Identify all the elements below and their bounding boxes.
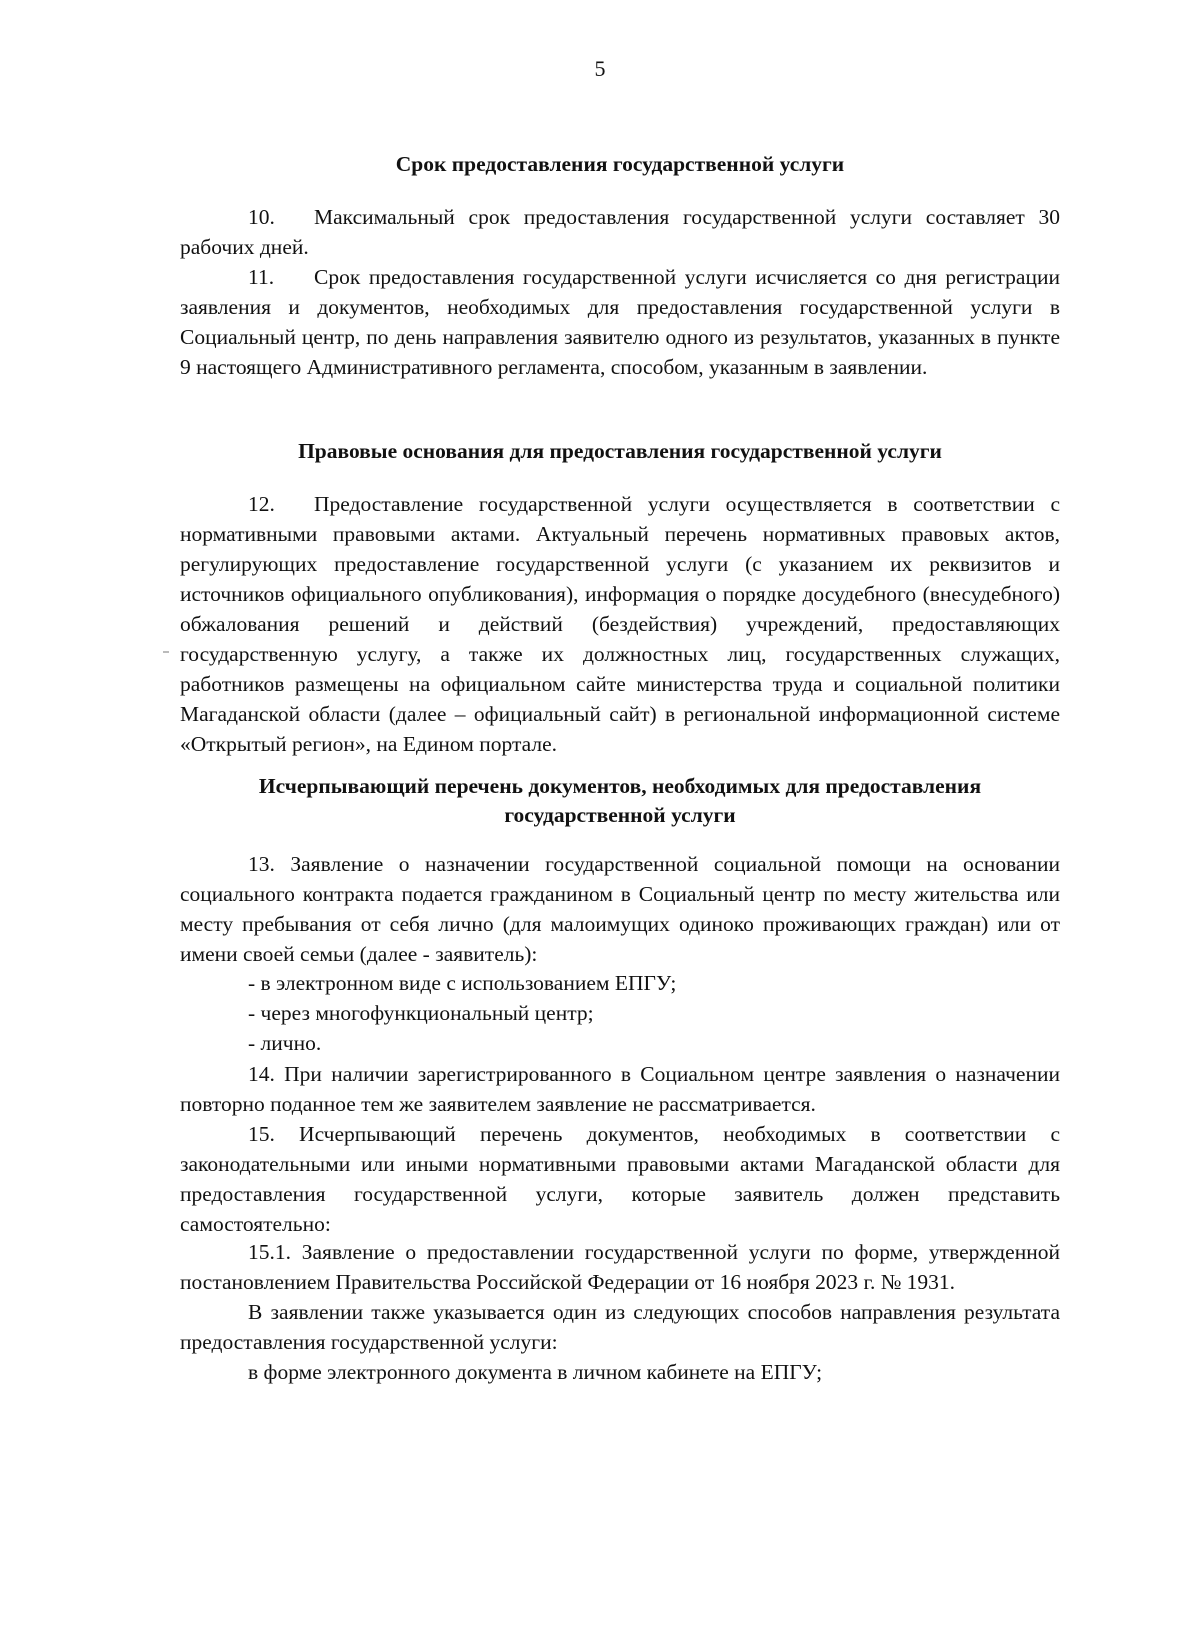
paragraph-11-number: 11. — [248, 265, 275, 289]
paragraph-11-text: Срок предоставления государственной услуги исчисляется со дня регистрации заявления и документов, необходимых для предоставления государственной услуги в Социальный центр, по день направления заявителю одного из результатов, указанных в пункте 9 настоящего Административного регламента, способом, указанным в заявлении. — [180, 265, 1060, 379]
paragraph-10-number: 10. — [248, 205, 275, 229]
paragraph-12 — [180, 489, 1060, 759]
page-number: 5 — [594, 56, 606, 81]
heading-term: Срок предоставления государственной услуги — [395, 152, 845, 176]
paragraph-12-text: Предоставление государственной услуги осуществляется в соответствии с нормативными правовыми актами. Актуальный перечень нормативных правовых актов, регулирующих предоставление государственной услуги (с указанием их реквизитов и источников официального опубликования), информация о порядке досудебного (внесудебного) обжалования решений и действий (бездействия) учреждений, предоставляющих государственную услугу, а также их должностных лиц, государственных служащих, работников размещены на официальном сайте министерства труда и социальной политики Магаданской области (далее – официальный сайт) в региональной информационной системе «Открытый регион», на Едином портале. — [180, 492, 1060, 756]
paragraph-13-item-personal: - лично. — [248, 1031, 322, 1055]
heading-documents-line-1: Исчерпывающий перечень документов, необходимых для предоставления — [258, 774, 982, 798]
scan-artifact — [163, 651, 169, 653]
paragraph-13: 13. Заявление о назначении государственной социальной помощи на основании социального контракта подается гражданином в Социальный центр по месту жительства или месту пребывания от себя лично (для малоимущих одиноко проживающих граждан) или от имени своей семьи (далее - заявитель): — [180, 852, 1060, 966]
paragraph-10-text: Максимальный срок предоставления государственной услуги составляет 30 рабочих дней. — [180, 205, 1060, 259]
heading-legal-basis: Правовые основания для предоставления государственной услуги — [298, 439, 942, 463]
paragraph-13-item-epgu: - в электронном виде с использованием ЕПГУ; — [248, 971, 677, 995]
paragraph-15-methods-intro: В заявлении также указывается один из следующих способов направления результата предоставления государственной услуги: — [180, 1300, 1060, 1354]
paragraph-11 — [180, 262, 1060, 382]
paragraph-15: 15. Исчерпывающий перечень документов, необходимых в соответствии с законодательными или иными нормативными правовыми актами Магаданской области для предоставления государственной услуги, которые заявитель должен представить самостоятельно: — [180, 1122, 1060, 1236]
paragraph-15-1: 15.1. Заявление о предоставлении государственной услуги по форме, утвержденной постановлением Правительства Российской Федерации от 16 ноября 2023 г. № 1931. — [180, 1240, 1060, 1294]
paragraph-10 — [180, 202, 1060, 262]
paragraph-15-method-epgu: в форме электронного документа в личном кабинете на ЕПГУ; — [248, 1360, 823, 1384]
paragraph-13-item-mfc: - через многофункциональный центр; — [248, 1001, 594, 1025]
paragraph-12-number: 12. — [248, 492, 275, 516]
heading-documents — [180, 772, 1060, 830]
heading-documents-line-2: государственной услуги — [504, 803, 736, 827]
paragraph-14: 14. При наличии зарегистрированного в Социальном центре заявления о назначении повторно поданное тем же заявителем заявление не рассматривается. — [180, 1062, 1060, 1116]
